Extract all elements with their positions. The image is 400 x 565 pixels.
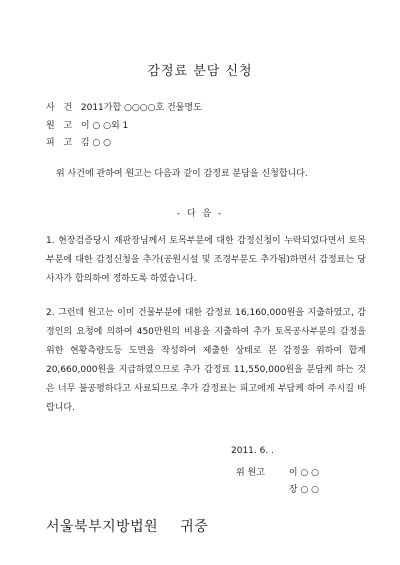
signature-line-2 — [236, 482, 319, 495]
signature-role: 위 원고 — [236, 468, 265, 478]
plaintiff-value: 이 ○ ○외 1 — [80, 121, 129, 131]
signature-name: 이 ○ ○ — [288, 468, 319, 478]
document-title: 감정료 분담 신청 — [147, 64, 253, 79]
filing-date: 2011. 6. . — [231, 446, 274, 456]
court-suffix: 귀중 — [180, 519, 209, 535]
case-line — [46, 102, 202, 114]
case-value: 2011가합 ○○○○호 건물명도 — [80, 103, 202, 113]
court-addressee — [46, 516, 208, 536]
defendant-line — [46, 137, 111, 149]
paragraph-1: 1. 현장검증당시 재판장님께서 토목부분에 대한 감정신청이 누락되었다면서 토목부분에 대한 감정신청을 추가(공원시설 및 조경부분도 추가됨)하면서 감정료는 당사자가 합의하여 정하도록 하였습니다. — [46, 236, 366, 284]
case-label: 사 건 — [46, 103, 76, 113]
signature-line-1 — [236, 465, 319, 478]
intro-text: 위 사건에 관하여 원고는 다음과 같이 감정료 분담을 신청합니다. — [56, 169, 308, 179]
defendant-value: 김 ○ ○ — [80, 138, 111, 148]
court-name: 서울북부지방법원 — [46, 519, 159, 535]
plaintiff-line — [46, 120, 128, 132]
paragraph-2: 2. 그런데 원고는 이미 건물부분에 대한 감정료 16,160,000원을 지출하였고, 감정인의 요청에 의하여 450만원의 비용을 지출하여 추가 토목공사부분의 감정을 위한 현황측량도등 도면을 작성하여 제출한 상태로 본 감정을 위하여 합계 20,660,000원을 지급하였으므로 추가 감정료 11,550,000원을 분담케 하는 것은 너무 불공평하다고 사료되므로 추가 감정료는 피고에게 부담케 하여 주시길 바랍니다. — [46, 308, 366, 413]
defendant-label: 피 고 — [46, 138, 76, 148]
section-heading: - 다 음 - — [176, 209, 224, 219]
signature-name: 장 ○ ○ — [288, 485, 319, 495]
plaintiff-label: 원 고 — [46, 121, 76, 131]
